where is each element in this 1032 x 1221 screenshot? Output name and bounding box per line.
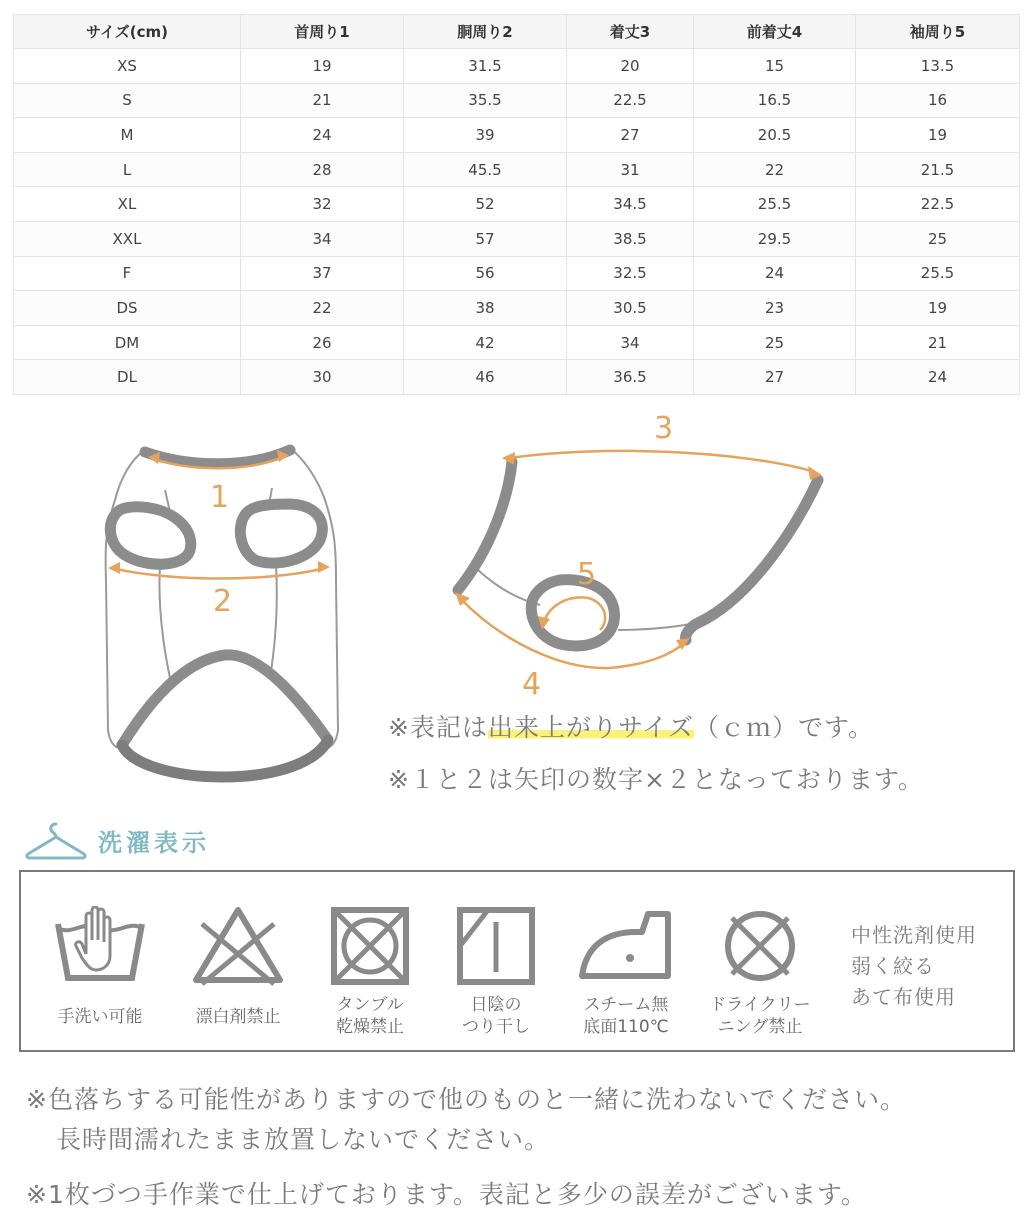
- side-note-line: 弱く絞る: [851, 954, 935, 978]
- table-cell: 27: [694, 360, 856, 395]
- table-row: [14, 291, 1020, 326]
- table-cell: 52: [404, 187, 567, 222]
- table-cell: 16.5: [694, 83, 856, 118]
- table-cell: M: [14, 118, 241, 153]
- table-row: [14, 83, 1020, 118]
- table-cell: 16: [856, 83, 1020, 118]
- label-3: 3: [654, 411, 674, 446]
- garment-side-trim: [458, 462, 818, 646]
- table-cell: 38: [404, 291, 567, 326]
- wash-item-no-tumble-dry: [305, 872, 435, 1052]
- table-row: [14, 221, 1020, 256]
- label-2: 2: [213, 584, 233, 619]
- table-cell: 22.5: [856, 187, 1020, 222]
- side-note-line: 中性洗剤使用: [851, 923, 977, 947]
- wash-side-note: [851, 920, 977, 1013]
- no-bleach-icon: [190, 906, 286, 986]
- table-cell: 31.5: [404, 49, 567, 84]
- handmade-note: ※1枚づつ手作業で仕上げております。表記と多少の誤差がございます。: [26, 1180, 867, 1209]
- table-cell: 19: [856, 118, 1020, 153]
- size-note-suffix: （ｃｍ）です。: [693, 713, 874, 742]
- table-cell: 19: [241, 49, 404, 84]
- table-cell: S: [14, 83, 241, 118]
- table-cell: 25: [694, 325, 856, 360]
- wash-item-hand-wash: [35, 872, 165, 1052]
- wash-item-no-bleach: [173, 872, 303, 1052]
- table-cell: 24: [856, 360, 1020, 395]
- table-cell: 29.5: [694, 221, 856, 256]
- header-cell: 前着丈4: [694, 15, 856, 49]
- wash-item-no-dry-clean: [695, 872, 825, 1052]
- table-cell: 21.5: [856, 152, 1020, 187]
- wash-label-line2: 底面110℃: [583, 1017, 669, 1037]
- table-cell: DM: [14, 325, 241, 360]
- table-row: [14, 360, 1020, 395]
- header-cell: 胴周り2: [404, 15, 567, 49]
- table-row: [14, 325, 1020, 360]
- table-row: [14, 187, 1020, 222]
- size-note-highlight: 出来上がりサイズ: [487, 713, 694, 742]
- size-table: [13, 14, 1020, 395]
- table-row: [14, 152, 1020, 187]
- table-body: [14, 49, 1020, 395]
- table-cell: 15: [694, 49, 856, 84]
- label-4: 4: [522, 667, 542, 702]
- table-cell: XL: [14, 187, 241, 222]
- wash-section-title: [24, 818, 210, 862]
- wash-label-line1: タンブル: [336, 995, 404, 1015]
- header-cell: サイズ(cm): [14, 15, 241, 49]
- wash-item-iron: [561, 872, 691, 1052]
- wash-label: [695, 994, 825, 1038]
- header-cell: 袖周り5: [856, 15, 1020, 49]
- table-cell: 30.5: [567, 291, 694, 326]
- wash-label: 手洗い可能: [57, 1007, 143, 1027]
- table-cell: 25: [856, 221, 1020, 256]
- table-cell: 32.5: [567, 256, 694, 291]
- table-cell: DL: [14, 360, 241, 395]
- table-cell: F: [14, 256, 241, 291]
- table-cell: 34: [567, 325, 694, 360]
- measurement-diagram: [0, 400, 1032, 820]
- garment-illustration: [0, 400, 1032, 820]
- table-cell: 22: [694, 152, 856, 187]
- table-cell: 42: [404, 325, 567, 360]
- table-cell: 37: [241, 256, 404, 291]
- table-cell: 27: [567, 118, 694, 153]
- table-cell: 23: [694, 291, 856, 326]
- wash-instructions-box: [19, 870, 1015, 1052]
- table-cell: 19: [856, 291, 1020, 326]
- wash-label: [305, 994, 435, 1038]
- table-cell: L: [14, 152, 241, 187]
- table-cell: 22: [241, 291, 404, 326]
- no-dry-clean-icon: [712, 906, 808, 986]
- table-cell: 24: [241, 118, 404, 153]
- table-cell: 13.5: [856, 49, 1020, 84]
- label-5: 5: [577, 557, 597, 592]
- table-cell: 35.5: [404, 83, 567, 118]
- table-cell: 31: [567, 152, 694, 187]
- wash-label-line2: つり干し: [462, 1017, 530, 1037]
- wash-label-line1: スチーム無: [583, 995, 669, 1015]
- table-row: [14, 49, 1020, 84]
- table-header-row: [14, 15, 1020, 49]
- table-cell: 56: [404, 256, 567, 291]
- table-row: [14, 256, 1020, 291]
- table-cell: 25.5: [856, 256, 1020, 291]
- hanger-icon: [24, 818, 88, 862]
- header-cell: 着丈3: [567, 15, 694, 49]
- wash-item-shade-line-dry: [431, 872, 561, 1052]
- table-cell: 20: [567, 49, 694, 84]
- table-cell: 39: [404, 118, 567, 153]
- table-row: [14, 118, 1020, 153]
- table-cell: 38.5: [567, 221, 694, 256]
- table-cell: 26: [241, 325, 404, 360]
- hand-wash-icon: [52, 906, 148, 986]
- label-1: 1: [210, 480, 230, 515]
- iron-low-no-steam-icon: [576, 906, 676, 986]
- side-note-line: あて布使用: [851, 985, 956, 1009]
- wash-title-text: 洗濯表示: [98, 828, 210, 857]
- table-cell: XS: [14, 49, 241, 84]
- no-tumble-dry-icon: [322, 906, 418, 986]
- arrow-note: ※１と２は矢印の数字×２となっております。: [388, 765, 924, 794]
- wash-label: 漂白剤禁止: [195, 1007, 281, 1027]
- table-cell: 30: [241, 360, 404, 395]
- table-cell: 45.5: [404, 152, 567, 187]
- table-cell: XXL: [14, 221, 241, 256]
- table-cell: 21: [241, 83, 404, 118]
- table-cell: 46: [404, 360, 567, 395]
- table-cell: 28: [241, 152, 404, 187]
- color-fade-note: ※色落ちする可能性がありますので他のものと一緒に洗わないでください。: [26, 1085, 906, 1114]
- size-note: [388, 708, 874, 744]
- table-cell: 21: [856, 325, 1020, 360]
- table-cell: 34.5: [567, 187, 694, 222]
- wet-note: 長時間濡れたまま放置しないでください。: [56, 1125, 551, 1154]
- table-cell: 25.5: [694, 187, 856, 222]
- table-cell: 36.5: [567, 360, 694, 395]
- table-cell: 22.5: [567, 83, 694, 118]
- wash-label: [431, 994, 561, 1038]
- wash-label: [561, 994, 691, 1038]
- table-cell: 57: [404, 221, 567, 256]
- table-cell: DS: [14, 291, 241, 326]
- table-cell: 34: [241, 221, 404, 256]
- shade-line-dry-icon: [448, 906, 544, 986]
- table-cell: 24: [694, 256, 856, 291]
- table-cell: 32: [241, 187, 404, 222]
- wash-label-line2: 乾燥禁止: [336, 1017, 404, 1037]
- size-note-prefix: ※表記は: [388, 713, 488, 742]
- wash-label-line1: 日陰の: [470, 995, 522, 1015]
- wash-label-line1: ドライクリー: [709, 995, 811, 1015]
- header-cell: 首周り1: [241, 15, 404, 49]
- wash-label-line2: ニング禁止: [717, 1017, 803, 1037]
- table-cell: 20.5: [694, 118, 856, 153]
